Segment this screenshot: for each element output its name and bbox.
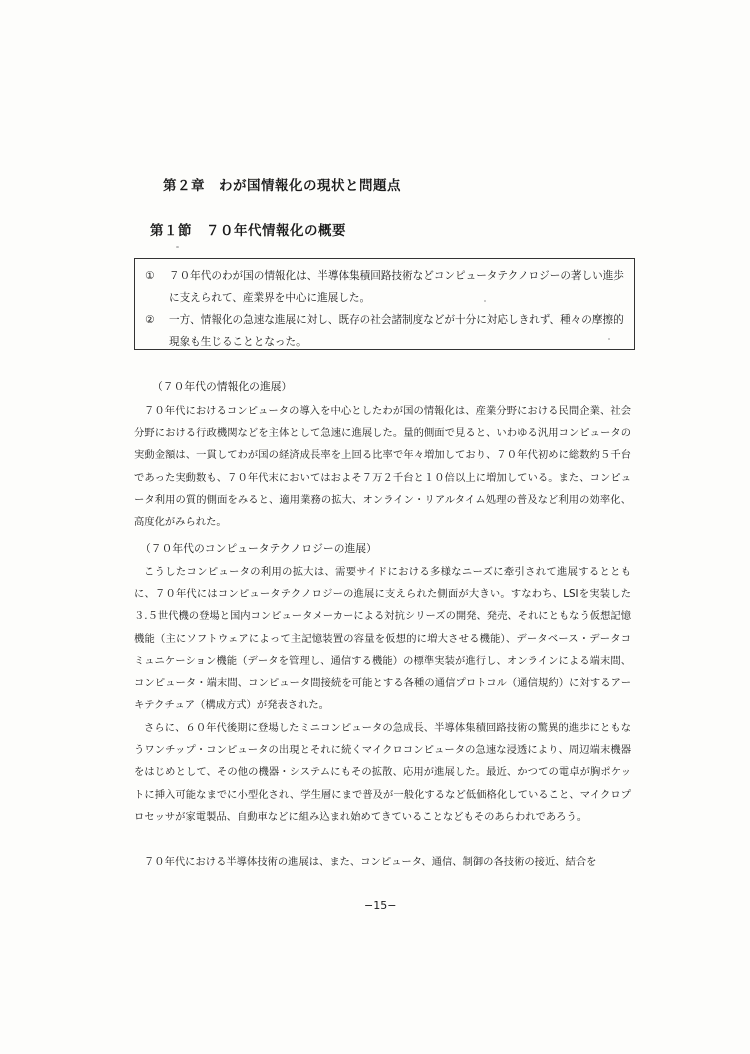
paragraph-minicomputer	[134, 717, 631, 828]
summary-item	[145, 309, 626, 353]
page-number: −15−	[364, 899, 397, 912]
scan-speck	[608, 338, 610, 340]
summary-box	[134, 258, 635, 350]
summary-item-text: 一方、情報化の急速な進展に対し、既存の社会諸制度などが十分に対応しきれず、種々の摩擦的現象も生じることとなった。	[169, 314, 624, 348]
summary-item-text: ７０年代のわが国の情報化は、半導体集積回路技術などコンピュータテクノロジーの著しい進歩に支えられて、産業界を中心に進展した。	[169, 270, 624, 304]
summary-item	[145, 265, 626, 309]
summary-item-number: ①	[145, 270, 155, 282]
scan-speck	[176, 246, 179, 248]
chapter-title: 第２章 わが国情報化の現状と問題点	[163, 178, 401, 194]
paragraph-text: さらに、６０年代後期に登場したミニコンピュータの急成長、半導体集積回路技術の驚異的進歩にともなうワンチップ・コンピュータの出現とそれに続くマイクロコンピュータの急速な浸透により、周辺端末機器をはじめとして、その他の機器・システムにもその拡散、応用が進展した。最近、かつての電卓が胸ポケットに挿入可能なまでに小型化され、学生層にまで普及が一般化するなど低価格化していること、マイクロプロセッサが家電製品、自動車などに組み込まれ始めてきていることなどもそのあらわれであろう。	[134, 722, 631, 823]
paragraph-text: ７０年代におけるコンピュータの導入を中心としたわが国の情報化は、産業分野における民間企業、社会分野における行政機関などを主体として急速に進展した。量的側面で見ると、いわゆる汎用コンピュータの実動金額は、一貫してわが国の経済成長率を上回る比率で年々増加しており、７０年代初めに総数約５千台であった実動数も、７０年代末においてはおよそ７万２千台と１０倍以上に増加している。また、コンピュータ利用の質的側面をみると、適用業務の拡大、オンライン・リアルタイム処理の普及など利用の効率化、高度化がみられた。	[134, 405, 631, 529]
scan-speck	[484, 300, 486, 302]
paragraph-text: ７０年代における半導体技術の進展は、また、コンピュータ、通信、制御の各技術の接近、結合を	[144, 856, 597, 868]
paragraph-tech-progress	[134, 561, 631, 716]
paragraph-text: こうしたコンピュータの利用の拡大は、需要サイドにおける多様なニーズに牽引されて進展するとともに、７０年代にはコンピュータテクノロジーの進展に支えられた側面が大きい。すなわち、LSIを実装した３.５世代機の登場と国内コンピュータメーカーによる対抗シリーズの開発、発売、それにともなう仮想記憶機能（主にソフトウェアによって主記憶装置の容量を仮想的に増大させる機能）、データベース・データコミュニケーション機能（データを管理し、通信する機能）の標準実装が進行し、オンラインによる端末間、コンピュータ・端末間、コンピュータ間接続を可能とする各種の通信プロトコル（通信規約）に対するアーキテクチュア（構成方式）が発表された。	[134, 566, 631, 712]
section-title: 第１節 ７０年代情報化の概要	[150, 223, 346, 239]
subheading-info-progress: （７０年代の情報化の進展）	[152, 380, 293, 393]
paragraph-info-progress	[134, 400, 631, 533]
paragraph-semiconductor	[134, 851, 631, 873]
subheading-tech-progress: （７０年代のコンピュータテクノロジーの進展）	[140, 542, 377, 555]
summary-item-number: ②	[145, 314, 155, 326]
